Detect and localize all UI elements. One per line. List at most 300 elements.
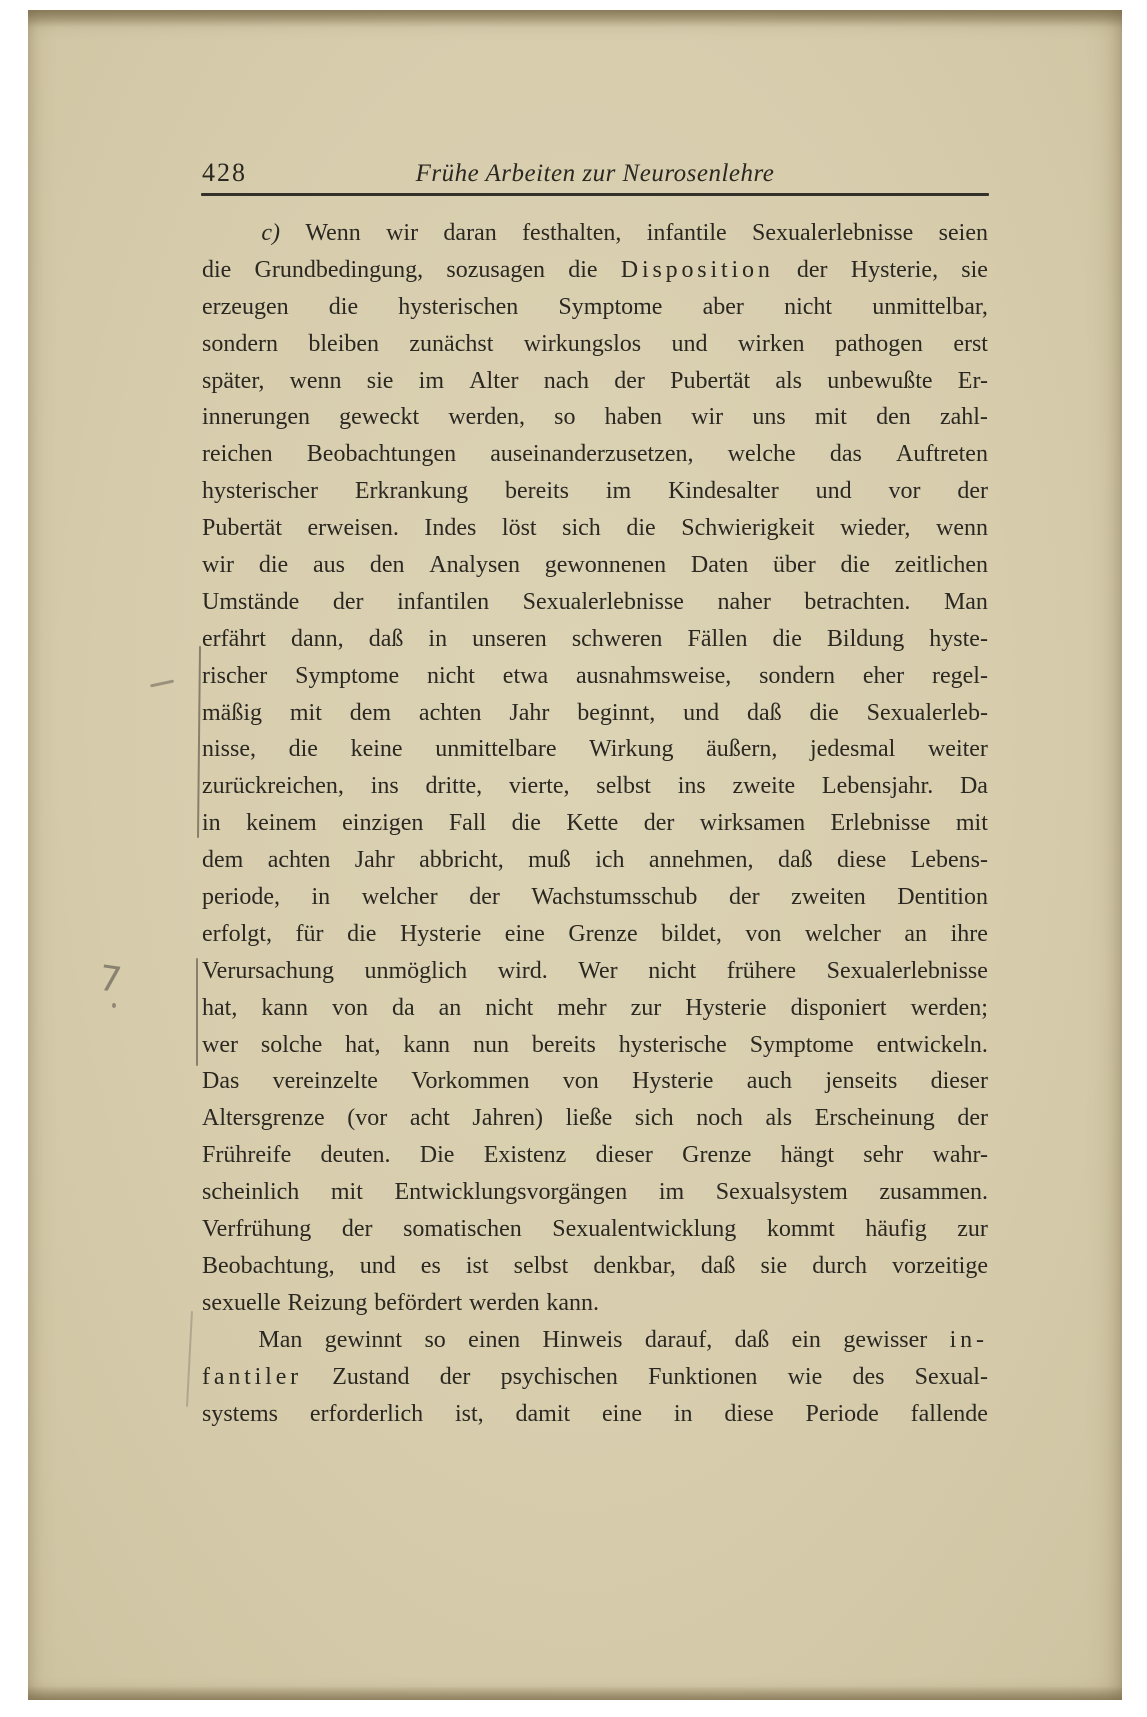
word: sozusagen bbox=[446, 256, 546, 283]
text-line bbox=[202, 768, 988, 805]
word: von bbox=[562, 1068, 599, 1095]
word: ist, bbox=[454, 1400, 484, 1427]
word: Hysterie bbox=[632, 1068, 714, 1095]
text-line bbox=[202, 842, 988, 879]
word: der bbox=[728, 884, 760, 911]
word: zweiten bbox=[791, 884, 866, 911]
word: der bbox=[796, 256, 828, 283]
pencil-seven-mark: 7 bbox=[96, 958, 124, 1002]
word: systems bbox=[202, 1400, 279, 1427]
word: ihre bbox=[950, 920, 988, 947]
word: Daten bbox=[690, 552, 749, 579]
word: Erlebnisse bbox=[830, 810, 931, 837]
header-rule bbox=[201, 193, 989, 196]
word: deuten. bbox=[320, 1142, 391, 1169]
word: der bbox=[614, 367, 645, 394]
word: selbst bbox=[513, 1252, 569, 1279]
word: an bbox=[438, 994, 462, 1021]
page-number: 428 bbox=[202, 158, 247, 187]
word: hat, bbox=[202, 994, 238, 1021]
text-line bbox=[202, 1285, 988, 1322]
word: Entwicklungsvorgängen bbox=[394, 1179, 628, 1206]
word: kann. bbox=[546, 1289, 600, 1316]
book-page bbox=[28, 10, 1122, 1700]
word: mäßig bbox=[202, 699, 262, 726]
word: werden, bbox=[448, 404, 525, 431]
word: hysterischer bbox=[202, 478, 318, 505]
word: pathogen bbox=[834, 330, 923, 357]
word: weiter bbox=[927, 736, 988, 763]
word: die bbox=[840, 552, 870, 579]
word: dieser bbox=[930, 1068, 988, 1095]
word: festhalten, bbox=[522, 220, 622, 246]
word: daß bbox=[368, 625, 404, 652]
word: nun bbox=[472, 1031, 509, 1058]
word: ins bbox=[370, 773, 399, 800]
word: ich bbox=[595, 847, 625, 874]
word: annehmen, bbox=[648, 847, 754, 874]
word: periode, bbox=[202, 884, 280, 911]
word: bereits bbox=[505, 478, 569, 505]
word: nicht bbox=[784, 293, 833, 320]
word: Grundbedingung, bbox=[254, 256, 424, 283]
word: Reizung bbox=[287, 1289, 368, 1316]
word: der bbox=[439, 1363, 471, 1390]
word: wirkungslos bbox=[523, 330, 642, 357]
text-line bbox=[202, 990, 988, 1027]
text-line bbox=[202, 658, 988, 695]
word: Vorkommen bbox=[411, 1068, 530, 1095]
word: von bbox=[745, 920, 782, 947]
word: bildet, bbox=[661, 920, 722, 947]
word: aus bbox=[312, 552, 345, 579]
word: in bbox=[202, 810, 221, 837]
running-header: Frühe Arbeiten zur Neurosenlehre bbox=[415, 160, 775, 187]
word: scheinlich bbox=[202, 1179, 300, 1206]
word: die bbox=[288, 736, 318, 763]
word: wenn bbox=[289, 367, 342, 394]
word: infantile bbox=[646, 220, 727, 246]
word: vor bbox=[888, 478, 921, 505]
word: Dentition bbox=[897, 884, 988, 911]
word: werden; bbox=[910, 994, 988, 1021]
word: den bbox=[876, 404, 911, 431]
word: Periode bbox=[805, 1400, 879, 1427]
word: Symptome bbox=[749, 1031, 854, 1058]
word: uns bbox=[752, 404, 786, 431]
text-line bbox=[202, 1396, 988, 1433]
word: aber bbox=[702, 293, 744, 320]
word: welcher bbox=[804, 920, 881, 947]
word: zurückreichen, bbox=[202, 773, 344, 800]
word: Sexualerlebnisse bbox=[752, 220, 914, 246]
word: daß bbox=[777, 847, 813, 874]
text-line bbox=[202, 1174, 988, 1211]
word: daß bbox=[734, 1326, 770, 1353]
word: ließe bbox=[565, 1105, 613, 1132]
word: Verfrühung bbox=[202, 1216, 312, 1243]
word: Das bbox=[202, 1068, 240, 1095]
page-top-edge bbox=[28, 10, 1122, 27]
word: mit bbox=[814, 404, 847, 431]
word: Pubertät bbox=[670, 367, 751, 394]
text-line bbox=[202, 363, 988, 400]
text-line bbox=[202, 1211, 988, 1248]
word: nach bbox=[543, 367, 590, 394]
word: hat, bbox=[345, 1031, 381, 1058]
body-text bbox=[202, 215, 988, 1432]
paragraph-indent bbox=[202, 1322, 236, 1359]
word: nicht bbox=[485, 994, 534, 1021]
word: zur bbox=[957, 1216, 988, 1243]
word: Sexualerlebnisse bbox=[522, 588, 684, 615]
text-line bbox=[202, 731, 988, 768]
word: somatischen bbox=[403, 1216, 522, 1243]
word: in bbox=[428, 625, 448, 652]
word: Symptome bbox=[295, 662, 400, 689]
word: betrachten. bbox=[804, 588, 911, 615]
word: daß bbox=[746, 699, 782, 726]
word: zur bbox=[630, 994, 662, 1021]
text-line bbox=[202, 252, 988, 289]
text-line bbox=[202, 1027, 988, 1064]
word: hysterischen bbox=[398, 293, 519, 320]
pencil-line-mark bbox=[196, 958, 198, 1066]
word: häufig bbox=[865, 1216, 927, 1243]
word: sondern bbox=[202, 330, 278, 357]
word: Wenn bbox=[305, 220, 361, 246]
word: Grenze bbox=[682, 1142, 752, 1169]
word: wer bbox=[202, 1031, 238, 1058]
word: noch bbox=[696, 1105, 743, 1132]
word: von bbox=[331, 994, 368, 1021]
word: dritte, bbox=[425, 773, 483, 800]
word: frühere bbox=[726, 957, 797, 984]
text-line bbox=[202, 1322, 988, 1359]
word: wirksamen bbox=[699, 810, 806, 837]
text-line bbox=[202, 805, 988, 842]
word: daß bbox=[700, 1252, 736, 1279]
word: achten bbox=[418, 699, 482, 726]
word: Umstände bbox=[202, 588, 300, 615]
word: dieser bbox=[595, 1142, 653, 1169]
word: sich bbox=[634, 1105, 674, 1132]
word: ausnahmsweise, bbox=[575, 662, 732, 689]
word: erfolgt, bbox=[202, 920, 272, 947]
word: im bbox=[605, 478, 632, 505]
word: Wachstumsschub bbox=[531, 884, 698, 911]
word: wir bbox=[202, 552, 234, 579]
text-line bbox=[202, 473, 988, 510]
word: vorzeitige bbox=[892, 1252, 988, 1279]
word: an bbox=[904, 920, 928, 947]
word: im bbox=[418, 367, 444, 394]
word: dann, bbox=[291, 625, 344, 652]
text-line bbox=[202, 584, 988, 621]
word: unbewußte bbox=[827, 367, 933, 394]
word: Bildung bbox=[826, 625, 905, 652]
word: unmittelbare bbox=[435, 736, 557, 763]
word: Lebens- bbox=[910, 847, 988, 874]
text-line bbox=[202, 547, 988, 584]
word: Existenz bbox=[483, 1142, 567, 1169]
word: des bbox=[852, 1363, 885, 1390]
text-line bbox=[202, 1359, 988, 1396]
word: kann bbox=[261, 994, 308, 1021]
word: die bbox=[809, 699, 839, 726]
word: dem bbox=[349, 699, 392, 726]
word: Fall bbox=[448, 810, 487, 837]
word: welcher bbox=[361, 884, 438, 911]
text-line bbox=[202, 1063, 988, 1100]
word: Lebensjahr. bbox=[821, 773, 934, 800]
word: äußern, bbox=[706, 736, 778, 763]
pencil-line-mark bbox=[186, 1311, 193, 1407]
text-line bbox=[202, 436, 988, 473]
page-bottom-edge bbox=[28, 1686, 1122, 1700]
word: nicht bbox=[648, 957, 697, 984]
word: Funktionen bbox=[648, 1363, 758, 1390]
word: (vor bbox=[347, 1105, 388, 1132]
word: Beobachtung, bbox=[202, 1252, 335, 1279]
word: mit bbox=[955, 810, 988, 837]
word: innerungen bbox=[202, 404, 310, 431]
word: jenseits bbox=[825, 1068, 898, 1095]
word: Sexualsystem bbox=[715, 1179, 848, 1206]
word: Jahr bbox=[354, 847, 395, 874]
word: vierte, bbox=[508, 773, 570, 800]
word: mit bbox=[330, 1179, 363, 1206]
word: selbst bbox=[596, 773, 651, 800]
word: acht bbox=[409, 1105, 450, 1132]
word: naher bbox=[717, 588, 771, 615]
word: Sexual- bbox=[914, 1363, 988, 1390]
word: Verursachung bbox=[202, 957, 334, 984]
text-line bbox=[202, 289, 988, 326]
word: wie bbox=[787, 1363, 823, 1390]
paragraph-indent bbox=[202, 215, 236, 252]
word: zahl- bbox=[939, 404, 988, 431]
word: diese bbox=[724, 1400, 774, 1427]
word: Die bbox=[419, 1142, 455, 1169]
word: gewonnenen bbox=[544, 552, 667, 579]
text-line bbox=[202, 621, 988, 658]
word: wir bbox=[691, 404, 724, 431]
word: das bbox=[829, 441, 862, 468]
text-line bbox=[202, 399, 988, 436]
word: und bbox=[359, 1252, 396, 1279]
word: Wirkung bbox=[589, 736, 674, 763]
word: Analysen bbox=[429, 552, 520, 579]
word: Hysterie, bbox=[850, 256, 939, 283]
word: in bbox=[311, 884, 331, 911]
word: wirken bbox=[737, 330, 805, 357]
pencil-dot-mark bbox=[112, 1003, 116, 1008]
word: sondern bbox=[759, 662, 836, 689]
word: Auftreten bbox=[895, 441, 988, 468]
word: wahr- bbox=[932, 1142, 988, 1169]
word: eine bbox=[504, 920, 545, 947]
word: Er- bbox=[957, 367, 988, 394]
word: auseinanderzusetzen, bbox=[490, 441, 694, 468]
word: durch bbox=[812, 1252, 867, 1279]
word: abbricht, bbox=[419, 847, 504, 874]
word: infantilen bbox=[397, 588, 490, 615]
word: Symptome bbox=[558, 293, 663, 320]
word: sich bbox=[562, 515, 601, 542]
word: fallende bbox=[910, 1400, 988, 1427]
word: die bbox=[772, 625, 802, 652]
word: wieder, bbox=[840, 515, 911, 542]
word: reichen bbox=[202, 441, 273, 468]
word: der bbox=[332, 588, 364, 615]
word: wir bbox=[386, 220, 419, 246]
word: Man bbox=[943, 588, 988, 615]
word: fantiler bbox=[202, 1363, 303, 1390]
word: mehr bbox=[557, 994, 607, 1021]
word: der bbox=[341, 1216, 373, 1243]
word: die bbox=[626, 515, 656, 542]
word: Kette bbox=[566, 810, 619, 837]
word: Fällen bbox=[687, 625, 748, 652]
word: seien bbox=[938, 220, 988, 246]
word: diese bbox=[836, 847, 887, 874]
word: Indes bbox=[424, 515, 477, 542]
word: erweisen. bbox=[307, 515, 399, 542]
word: einzigen bbox=[342, 810, 424, 837]
word: löst bbox=[501, 515, 537, 542]
word: rischer bbox=[202, 662, 268, 689]
word: Altersgrenze bbox=[202, 1105, 325, 1132]
word: nicht bbox=[426, 662, 475, 689]
word: da bbox=[391, 994, 415, 1021]
text-line bbox=[202, 879, 988, 916]
word: im bbox=[658, 1179, 685, 1206]
word: jedesmal bbox=[810, 736, 896, 763]
word: unmöglich bbox=[364, 957, 468, 984]
word: hysterische bbox=[618, 1031, 727, 1058]
word: erfährt bbox=[202, 625, 266, 652]
word: geweckt bbox=[339, 404, 420, 431]
word: Disposition bbox=[620, 256, 774, 283]
word: Frühreife bbox=[202, 1142, 292, 1169]
word: unseren bbox=[472, 625, 547, 652]
word: c) bbox=[261, 220, 280, 246]
text-line bbox=[202, 215, 988, 252]
word: Kindesalter bbox=[668, 478, 779, 505]
word: daran bbox=[443, 220, 497, 246]
word: Sexualerleb- bbox=[866, 699, 988, 726]
word: Zustand bbox=[332, 1363, 410, 1390]
word: zunächst bbox=[409, 330, 494, 357]
word: Man bbox=[258, 1326, 303, 1353]
word: unmittelbar, bbox=[872, 293, 988, 320]
word: psychischen bbox=[500, 1363, 618, 1390]
word: beginnt, bbox=[577, 699, 656, 726]
word: zweite bbox=[732, 773, 796, 800]
text-line bbox=[202, 1100, 988, 1137]
word: einen bbox=[468, 1326, 521, 1353]
word: später, bbox=[202, 367, 265, 394]
word: Sexualentwicklung bbox=[552, 1216, 737, 1243]
text-line bbox=[202, 1137, 988, 1174]
word: zeitlichen bbox=[894, 552, 988, 579]
word: Pubertät bbox=[202, 515, 282, 542]
word: es bbox=[420, 1252, 441, 1279]
word: Schwierigkeit bbox=[681, 515, 815, 542]
text-line bbox=[202, 953, 988, 990]
word: ins bbox=[677, 773, 706, 800]
word: über bbox=[773, 552, 816, 579]
word: nisse, bbox=[202, 736, 256, 763]
word: eher bbox=[862, 662, 905, 689]
word: Hinweis bbox=[542, 1326, 623, 1353]
word: sexuelle bbox=[202, 1289, 281, 1316]
word: für bbox=[295, 920, 324, 947]
word: gewisser bbox=[843, 1326, 928, 1353]
word: erforderlich bbox=[309, 1400, 424, 1427]
word: sie bbox=[760, 1252, 788, 1279]
word: in bbox=[673, 1400, 693, 1427]
word: der bbox=[469, 884, 500, 911]
word: auch bbox=[746, 1068, 792, 1095]
word: achten bbox=[267, 847, 331, 874]
word: Erscheinung bbox=[814, 1105, 935, 1132]
word: zusammen. bbox=[879, 1179, 988, 1206]
text-line bbox=[202, 695, 988, 732]
word: so bbox=[424, 1326, 446, 1353]
word: denkbar, bbox=[593, 1252, 676, 1279]
pencil-dash-mark bbox=[150, 680, 174, 687]
word: damit bbox=[515, 1400, 571, 1427]
word: sie bbox=[961, 256, 988, 283]
word: wenn bbox=[935, 515, 988, 542]
pencil-line-mark bbox=[197, 646, 201, 838]
word: Jahr bbox=[509, 699, 550, 726]
word: Jahren) bbox=[472, 1105, 544, 1132]
word: keinem bbox=[246, 810, 317, 837]
word: Erkrankung bbox=[354, 478, 469, 505]
word: dem bbox=[202, 847, 244, 874]
word: und bbox=[815, 478, 852, 505]
word: Sexualerlebnisse bbox=[826, 957, 988, 984]
word: entwickeln. bbox=[876, 1031, 988, 1058]
word: wird. bbox=[497, 957, 548, 984]
word: muß bbox=[528, 847, 571, 874]
word: vereinzelte bbox=[272, 1068, 378, 1095]
word: sehr bbox=[863, 1142, 904, 1169]
word: eine bbox=[602, 1400, 642, 1427]
word: Hysterie bbox=[399, 920, 482, 947]
word: Grenze bbox=[568, 920, 638, 947]
word: Wer bbox=[578, 957, 618, 984]
word: Beobachtungen bbox=[306, 441, 457, 468]
word: gewinnt bbox=[324, 1326, 403, 1353]
word: die bbox=[258, 552, 289, 579]
word: erzeugen bbox=[202, 293, 289, 320]
word: mit bbox=[289, 699, 322, 726]
word: die bbox=[511, 810, 541, 837]
word: die bbox=[328, 293, 359, 320]
word: und bbox=[671, 330, 708, 357]
word: so bbox=[554, 404, 576, 431]
word: den bbox=[369, 552, 405, 579]
word: befördert bbox=[374, 1289, 463, 1316]
word: als bbox=[775, 367, 803, 394]
text-line bbox=[202, 1248, 988, 1285]
word: werden bbox=[468, 1289, 540, 1316]
word: solche bbox=[260, 1031, 323, 1058]
